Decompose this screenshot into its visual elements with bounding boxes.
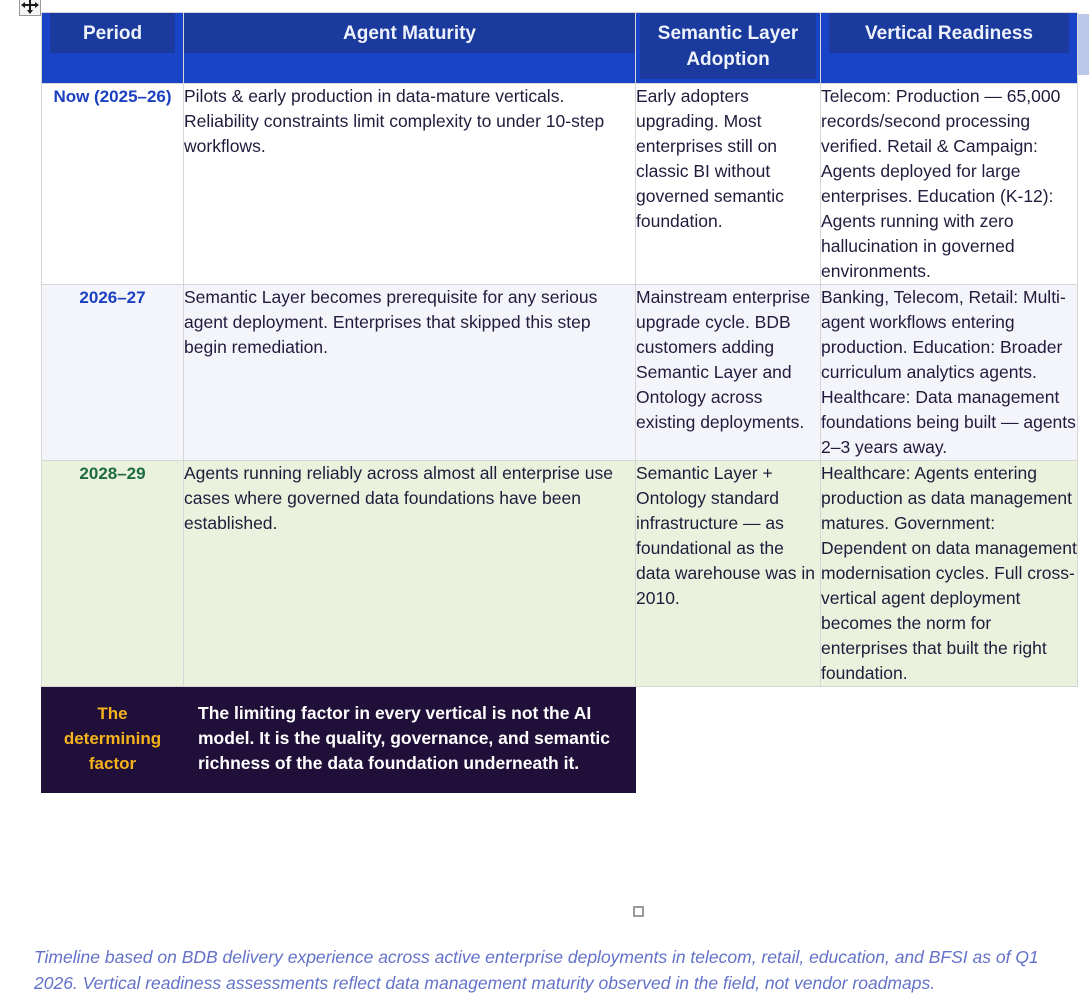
maturity-timeline-table — [41, 12, 1077, 793]
table-resize-handle[interactable] — [633, 906, 644, 917]
callout-statement: The limiting factor in every vertical is not the AI model. It is the quality, governance, and semantic richness of the data foundation underneath it. — [184, 687, 636, 793]
cell-semantic-layer-adoption: Mainstream enterprise upgrade cycle. BDB customers adding Semantic Layer and Ontology across existing deployments. — [636, 285, 821, 461]
figure-caption: Timeline based on BDB delivery experience across active enterprise deployments in telecom, retail, education, and BFSI as of Q1 2026. Vertical readiness assessments reflect data management maturity observed in the field, not vendor roadmaps. — [34, 947, 1039, 993]
table-row — [42, 285, 1078, 461]
cell-period: 2028–29 — [42, 461, 184, 687]
cell-vertical-readiness: Telecom: Production — 65,000 records/second processing verified. Retail & Campaign: Agents deployed for large enterprises. Education (K-12): Agents running with zero hallucination in governed environments. — [821, 84, 1078, 285]
column-header-vertical-readiness-label: Vertical Readiness — [829, 13, 1069, 53]
cell-agent-maturity: Agents running reliably across almost all enterprise use cases where governed data foundations have been established. — [184, 461, 636, 687]
column-header-agent-maturity — [184, 13, 636, 84]
cell-period: Now (2025–26) — [42, 84, 184, 285]
cell-period: 2026–27 — [42, 285, 184, 461]
table-row — [42, 461, 1078, 687]
column-header-semantic-layer-adoption-label: Semantic Layer Adoption — [640, 13, 816, 79]
callout-label: The determining factor — [42, 687, 184, 793]
column-header-period — [42, 13, 184, 84]
cell-vertical-readiness: Banking, Telecom, Retail: Multi-agent workflows entering production. Education: Broader curriculum analytics agents. Healthcare: Data management foundations being built — agents 2–3 years away. — [821, 285, 1078, 461]
column-header-agent-maturity-label: Agent Maturity — [184, 13, 635, 53]
column-header-semantic-layer-adoption — [636, 13, 821, 84]
cell-semantic-layer-adoption: Semantic Layer + Ontology standard infrastructure — as foundational as the data warehouse was in 2010. — [636, 461, 821, 687]
table-move-handle-icon[interactable] — [19, 0, 41, 16]
column-header-vertical-readiness — [821, 13, 1078, 84]
table-row — [42, 84, 1078, 285]
cell-semantic-layer-adoption: Early adopters upgrading. Most enterprises still on classic BI without governed semantic foundation. — [636, 84, 821, 285]
table-callout-row — [42, 687, 1078, 793]
table-header-row — [42, 13, 1078, 84]
callout-empty-cell — [636, 687, 821, 793]
cell-vertical-readiness: Healthcare: Agents entering production as data management matures. Government: Dependent on data management modernisation cycles. Full cross-vertical agent deployment becomes the norm for enterprises that built the right foundation. — [821, 461, 1078, 687]
callout-empty-cell — [821, 687, 1078, 793]
cell-agent-maturity: Semantic Layer becomes prerequisite for any serious agent deployment. Enterprises that skipped this step begin remediation. — [184, 285, 636, 461]
column-header-period-label: Period — [50, 13, 175, 53]
cell-agent-maturity: Pilots & early production in data-mature verticals. Reliability constraints limit complexity to under 10-step workflows. — [184, 84, 636, 285]
